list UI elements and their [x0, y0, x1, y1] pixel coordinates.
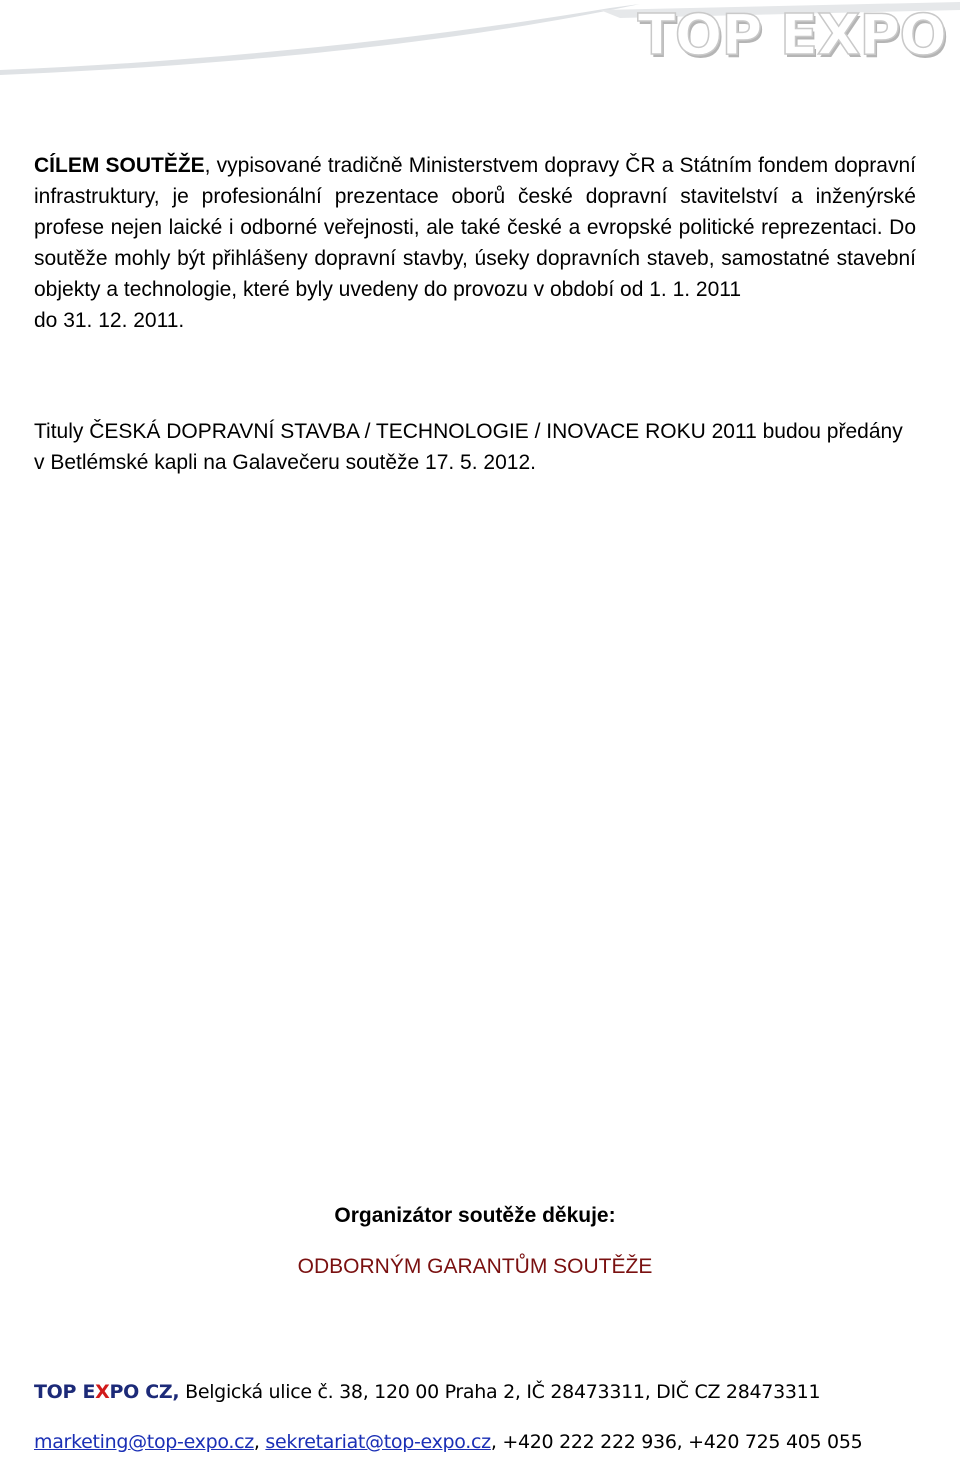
footer-phones: , +420 222 222 936, +420 725 405 055	[490, 1431, 863, 1453]
top-expo-logo: TOP EXPO	[637, 3, 946, 68]
email-marketing-link[interactable]: marketing@top-expo.cz	[34, 1431, 254, 1453]
garants-heading: ODBORNÝM GARANTŮM SOUTĚŽE	[297, 1255, 653, 1278]
titles-paragraph: Tituly ČESKÁ DOPRAVNÍ STAVBA / TECHNOLOGIE / INOVACE ROKU 2011 budou předány v Betlémské kapli na Galavečeru soutěže 17. 5. 2012.	[34, 420, 903, 474]
intro-last-line: do 31. 12. 2011.	[34, 309, 185, 332]
intro-body: , vypisované tradičně Ministerstvem dopravy ČR a Státním fondem dopravní infrastruktury, je profesionální prezentace oborů české dopravní stavitelství a inženýrské profese nejen laické i odborné veřejnosti, ale také české a evropské politické reprezentaci. Do soutěže mohly být přihlášeny dopravní stavby, úseky dopravních staveb, samostatné stavební objekty a technologie, které byly uvedeny do provozu v období od 1. 1. 2011	[34, 154, 916, 301]
footer-address-text: Belgická ulice č. 38, 120 00 Praha 2, IČ 28473311, DIČ CZ 28473311	[179, 1381, 821, 1403]
footer-brand: TOP EXPO CZ,	[34, 1381, 180, 1403]
contact-separator: ,	[253, 1431, 266, 1453]
footer-contacts	[34, 1431, 934, 1453]
header-logo-bar	[0, 0, 960, 75]
thanks-heading: Organizátor soutěže děkuje:	[334, 1204, 616, 1227]
email-sekretariat-link[interactable]: sekretariat@top-expo.cz	[265, 1431, 491, 1453]
intro-paragraph	[34, 150, 916, 336]
footer-address	[34, 1381, 934, 1403]
intro-lead: CÍLEM SOUTĚŽE	[34, 154, 205, 177]
